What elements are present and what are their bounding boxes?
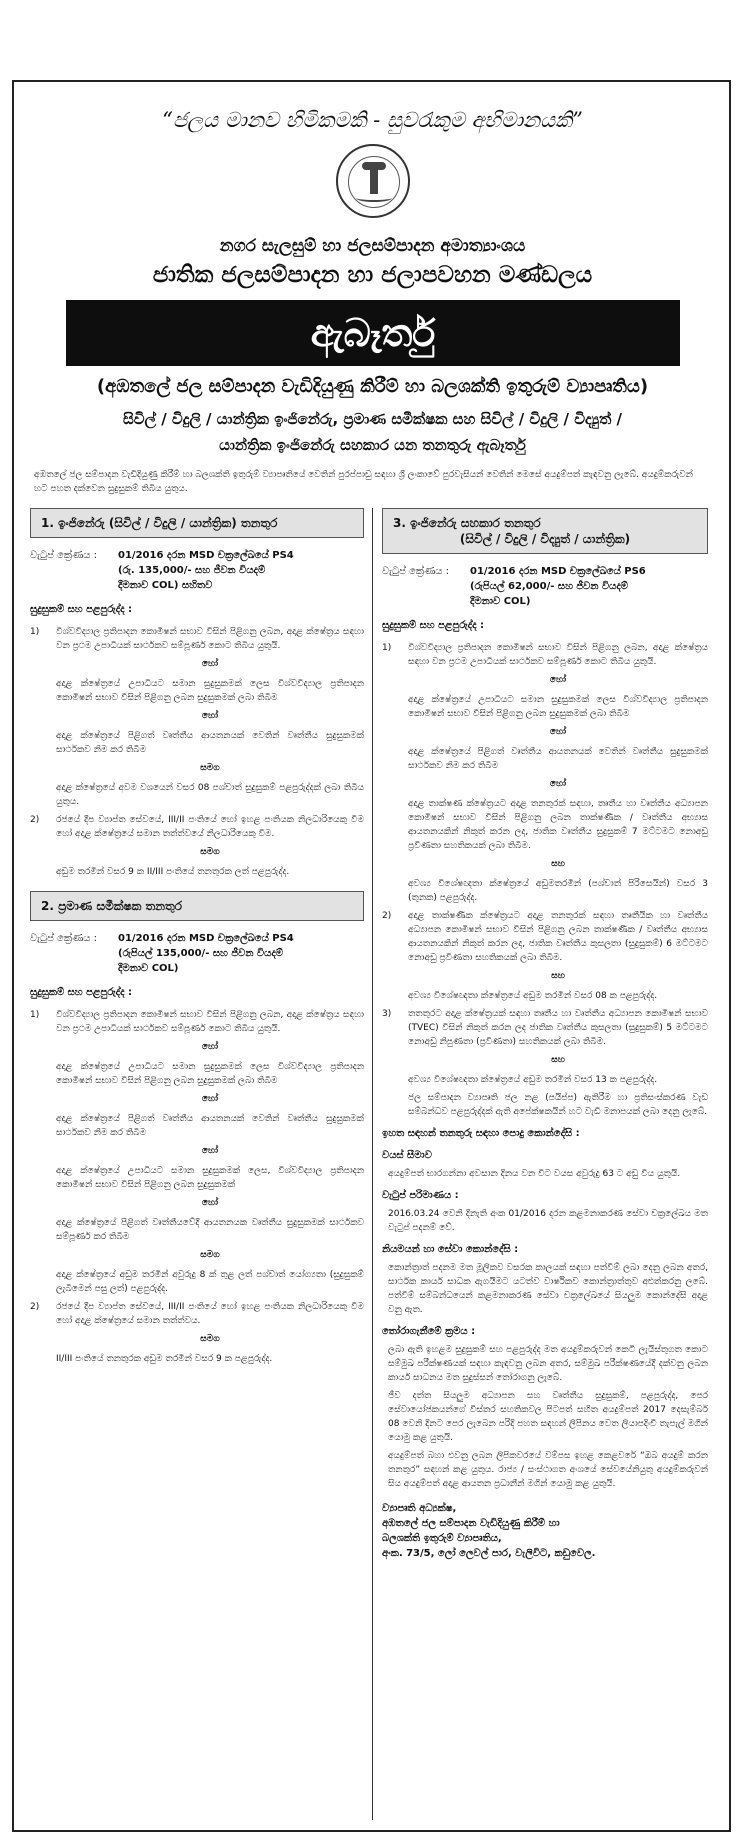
salary-amount: (රු. 135,000/- සහ ජීවන වියදම්	[118, 565, 266, 576]
or-connector: හෝ	[549, 675, 567, 685]
ministry-name: නගර සැලසුම් හා ජලසම්පාදන අමාත්‍යාංශය	[219, 236, 526, 256]
column-divider	[372, 508, 373, 1820]
service-conditions-heading: නියමයන් හා සේවා කොන්දේසි :	[382, 1244, 519, 1255]
posts-line-2: යාන්ත්‍රික ඉංජිනේරු සහකාර යන තනතුරු ඇබෑර්තු	[219, 436, 526, 454]
paragraph: අදාළ ක්ෂේත්‍රයේ උපාධියට සමාන සුදුසුකමක් ලෙස විශ්වවිද්‍යාල ප්‍රතිපාදන කොමිෂන් සභාව විසින් පිළිගනු ලබන සුදුසුකමක් ලබා තිබීම	[408, 695, 708, 719]
paragraph: අදාළ ක්ෂේත්‍රයේ පිළිගත් වෘත්තීයවේදී ආයතනයක වෘත්තීය සුදුසුකමක් සාර්ථකව සම්පූර්ණ කර තිබීම	[56, 1218, 364, 1242]
posts-line-1: සිවිල් / විදුලි / යාන්ත්‍රික ඉංජිනේරු, ප්‍රමාණ සමීක්ෂක සහ සිවිල් / විදුලි / විද්‍යුත් /	[122, 410, 623, 428]
paragraph: අදාළ ක්ෂේත්‍රයේ පිළිගත් වෘත්තීය ආයතනයක් වෙතින් වෘත්තීය සුදුසුකමක් සාර්ථකව නිම කර තිබීම	[56, 731, 364, 755]
salary-scale: 01/2016 දරන MSD චක්‍රලේඛයේ PS4	[118, 550, 294, 561]
selection-text-3: අයදුම්පත් බහා එවනු ලබන ලිපිකවරයේ වම්පස ඉහළ කෙළවරේ “ඔබ අයදුම් කරන තනතුර” සඳහන් කළ යුතුය. රාජ්‍ය / සංස්ථාගත අංශයේ සේවයේනියුතු අයදුම්කරුවන් සිය අයදුම්පත් අදාළ ආයතන ප්‍රධානීන් මගින් යොමු කළ යුතුයි.	[388, 1451, 708, 1489]
section-2-heading: 2. ප්‍රමාණ සමීක්ෂක තනතුර	[30, 891, 364, 921]
paragraph: අදාළ ක්ෂේත්‍රයේ උපාධියට සමාන සුදුසුකමක් ලෙස, විශ්වවිද්‍යාල ප්‍රතිපාදන කොමිෂන් සභාව විසින් පිළිගනු ලබන සුදුසුකමක්	[56, 1166, 364, 1190]
list-item: 2) රජයේ දීප ව්‍යාප්ත සේවයේ, III/II පංතියේ හෝ ඉහළ පංතියක නිලධාරියෙකු වීම හෝ අදාළ ක්ෂේත්‍රයේ සමාන තත්ත්වයේ නිලධාරියෙකු වීම.	[30, 815, 364, 839]
paragraph: අවශ්‍ය විශේෂඥතා ක්ෂේත්‍රයේ අඩුමතරමින් (පශ්චාත් පිරිසෙයින්) වසර 3 (තුනක) පළපුරුද්ද.	[408, 879, 708, 903]
or-connector: හෝ	[201, 1094, 219, 1104]
or-connector: හෝ	[201, 659, 219, 669]
salary-allowance: දීමනාව COL) සහිතව	[118, 580, 213, 591]
list-item: 2) අදාළ තාක්ෂණික ක්ෂේත්‍රයට අදාළ තනතුරක් සඳහා තෘතීයික හා වෘත්තීය අධ්‍යාපන කොමිෂන් සභාව විසින් පිළිගනු ලබන තාක්ෂණික / වෘත්තීය අභ්‍යාස ආයතනයකින් නිකුත් කරන ලද, ජාතික වෘත්තීය කුසලතා (සුදුසුකම්) 6 මට්ටමට නොඅඩු ප්‍රවීණතා සහතිකයක් ලබා තිබීම.	[382, 911, 708, 963]
salary-scale-heading: වැටුප් පරිමාණය :	[382, 1190, 459, 1201]
section-3-title: 3. ඉංජිනේරු සහකාර තනතුර	[393, 516, 541, 530]
list-item: 1) විශ්වවිද්‍යාල ප්‍රතිපාදන කොමිෂන් සභාව විසින් පිළිගනු ලබන, අදාළ ක්ෂේත්‍රය සඳහා වන ප්‍රථම උපාධියක් සාර්ථකව සම්පූර්ණ කොට තිබිය යුතුයි.	[382, 643, 708, 667]
section-3-heading	[382, 508, 708, 554]
salary-amount: (රුපියල් 135,000/- සහ ජීවන වියදම්	[118, 948, 283, 959]
project-name: (අඹතලේ ජල සම්පාදන වැඩිදියුණු කිරීම් හා බලශක්ති ඉතුරුම් ව්‍යාපෘතිය)	[96, 376, 649, 397]
intro-text: අඹතලේ ජල සම්පාදන වැඩිදියුණු කිරීම් හා බලශක්ති ඉතුරුම් ව්‍යාපෘතියේ වෙතින් පුරප්පාඩු සඳහා ශ්‍රී ලංකාවේ පුරවැසියන් වෙතින් මෙසේ අයදුම්පත් කැඳවනු ලැබේ. අයදුම්කරුවන් හට පහත දක්වෙන සුදුසුකම් තිබිය යුතුය.	[34, 470, 693, 494]
or-connector: හෝ	[549, 779, 567, 789]
section-2-salary	[30, 931, 364, 976]
salary-allowance: දීමනාව COL)	[118, 963, 179, 974]
board-logo-icon	[336, 144, 410, 218]
paragraph: අදාළ තාක්ෂණ ක්ෂේත්‍රයට අදාළ තනතුරක් සඳහා, තෘතීය හා වෘත්තීය අධ්‍යාපන කොමිෂන් සභාව විසින් පිළිගනු ලබන තාක්ෂණික / වෘත්තීය අභ්‍යාස ආයතනයකින් නිකුත් කරන ලද, ජාතික වෘත්තීය සුදුසුකම් 7 මට්ටමට නොඅඩු ප්‍රවීණතා සහතිකයක් ලබා තිබීම.	[408, 799, 708, 851]
section-3-subtitle: (සිවිල් / විදුලි / විද්‍යුත් / යාන්ත්‍රික)	[459, 532, 631, 546]
paragraph: අදාළ ක්ෂේත්‍රයේ උපාධියට සමාන සුදුසුකමක් ලෙස විශ්වවිද්‍යාල ප්‍රතිපාදන කොමිෂන් සභාව විසින් පිළිගනු ලබන සුදුසුකමක් ලබා තිබීම	[56, 679, 364, 703]
paragraph: II/III පංතියේ තනතුරක අඩුම තරමින් වසර 9 ක පළපුරුද්ද.	[56, 1354, 273, 1364]
salary-label: වැටුප් ක්‍රේණය :	[382, 566, 450, 577]
age-limit-text: අයදුම්පත් භාරගන්නා අවසාන දිනය වන විට වයස අවුරුදු 63 ට අඩු විය යුතුයි.	[388, 1169, 681, 1179]
selection-text-2: ජීව දත්ත සියලුම අධ්‍යාපන සහ වෘත්තීය සුදුසුකම්, පළපුරුද්ද, පෙර සේවායෝජකයන්ගේ විස්තර සහතිකවල පිටපත් සහිත අයදුම්පත් 2017 දෙසැම්බර් 08 වෙනි දිනට පෙර ලැබෙන පරිදි පහත සඳහන් ලිපිනය වෙත ලියාපදිංචි තැපැල් මගින් යොමු කළ යුතුයි.	[388, 1391, 708, 1443]
address-line: අඹතලේ ජල සම්පාදන වැඩිදියුණු කිරීම් හා	[382, 1518, 560, 1529]
address-line: අංක. 73/5, ලෝ ලෙවල් පාර, වැලිවිට, කඩුවෙල.	[382, 1548, 596, 1559]
and-connector: සහ	[551, 859, 565, 869]
section-3-qual-heading: සුදුසුකම් සහ පළපුරුද්ද :	[382, 620, 485, 631]
paragraph: අදාළ ක්ෂේත්‍රයේ උපාධියට සමාන සුදුසුකමක් ලෙස විශ්වවිද්‍යාල ප්‍රතිපාදන කොමිෂන් සභාව විසින් පිළිගනු ලබන සුදුසුකමක් ලබා තිබීම	[56, 1062, 364, 1086]
section-3-salary	[382, 564, 708, 609]
or-connector: හෝ	[201, 1042, 219, 1052]
section-1-qual-heading: සුදුසුකම් සහ පළපුරුද්ද :	[30, 604, 133, 615]
paragraph: අදාළ ක්ෂේත්‍රයේ පිළිගත් වෘත්තීය ආයතනයක් වෙතින් වෘත්තීය සුදුසුකමක් සාර්ථකව නිම කර තිබීම	[408, 747, 708, 771]
service-conditions-text: කොන්ත්‍රාත් පදනම මත මූලිකව වසරක කාලයක් සඳහා පත්වීම් ලබා දෙනු ලබන අතර, සාර්ථක කාර්ය සාධක ඇගයීමට යටත්ව වාර්ෂිකව කොන්ත්‍රාත්තුව අළුත්කරනු ලබේ. පත්වීම් සම්බන්ධයෙන් කළමනාකරණ සේවා චක්‍රලේඛයේ සියලුම කොන්දේසි අදාළ වනු ඇත.	[388, 1263, 708, 1315]
salary-amount: (රුපියල් 62,000/- සහ ජීවන වියදම්	[470, 581, 628, 592]
salary-scale-text: 2016.03.24 වෙනි දිනැති අංක 01/2016 දරන කළමනාකරණ සේවා චක්‍රලේඛය මත වැටුප් පදනම් වේ.	[388, 1209, 708, 1233]
left-column	[30, 508, 364, 1370]
salary-scale: 01/2016 දරන MSD චක්‍රලේඛයේ PS6	[470, 566, 646, 577]
slogan: “ජලය මානව හිමිකමකි - සුවරැකුම අභිමානයකි”	[162, 108, 583, 132]
paragraph: අදාළ ක්ෂේත්‍රයේ අවම වශයෙන් වසර 08 පශ්චාත් සුදුසුකම් පළපුරුද්දක් ලබා තිබිය යුතුය.	[56, 783, 364, 807]
address-line: ව්‍යාපෘති අධ්‍යක්ෂ,	[382, 1503, 457, 1514]
preference-note: ජල සම්පාදන ව්‍යාපෘති ජල නළ (පයිප්ප) ඇතිරීම හා ප්‍රතිසංස්කරණ වැඩ සම්බන්ධව පළපුරුද්දක් ඇති අපේක්ෂකයින් හට වැඩි මනාපයක් ලබා දෙනු ලැබේ.	[408, 1093, 708, 1117]
paragraph: අඩුම තරමින් වසර 9 ක II/III පංතියේ තනතුරක ලත් පළපුරුද්ද.	[56, 867, 290, 877]
paragraph: අවශ්‍ය විශේෂඥතා ක්ෂේත්‍රයේ අඩුම තරමින් වසර 08 ක පළපුරුද්ද.	[408, 991, 658, 1001]
and-connector: සමග	[200, 847, 220, 857]
selection-text-1: ලබා ඇති ඉහළම සුදුසුකම් සහ පළපුරුද්ද මත අයදුම්කරුවන් කෙටි ලැයිස්තුගත කොට සම්මුඛ පරීක්ෂණයක් සඳහා කැඳවනු ලබන අතර, සම්මුඛ පරීක්ෂණයේදී දක්වනු ලබන කාර්ය සාධනය මත සුදුස්සන් තෝරාගනු ලැබේ.	[388, 1345, 708, 1383]
list-item: 2) රජයේ දීප ව්‍යාප්ත සේවයේ, III/II පංතියේ හෝ ඉහළ පංතියක නිලධාරියෙකු වීම හෝ අදාළ ක්ෂේත්‍රයේ සමාන තත්ත්වය.	[30, 1302, 364, 1326]
list-item: 1) විශ්වවිද්‍යාල ප්‍රතිපාදන කොමිෂන් සභාව විසින් පිළිගනු ලබන, අදාළ ක්ෂේත්‍රය සඳහා වන ප්‍රථම උපාධියක් සාර්ථකව සම්පූර්ණ කොට තිබිය යුතුයි.	[30, 627, 364, 651]
or-connector: හෝ	[201, 1146, 219, 1156]
section-2-qual-heading: සුදුසුකම් සහ පළපුරුද්ද :	[30, 987, 133, 998]
or-connector: හෝ	[201, 1198, 219, 1208]
or-connector: හෝ	[549, 727, 567, 737]
salary-label: වැටුප් ක්‍රේණය :	[30, 550, 98, 561]
address-line: බලශක්ති ඉතුරුම් ව්‍යාපෘතිය,	[382, 1533, 502, 1544]
list-item: 1) විශ්වවිද්‍යාල ප්‍රතිපාදන කොමිෂන් සභාව විසින් පිළිගනු ලබන, අදාළ ක්ෂේත්‍රය සඳහා වන ප්‍රථම උපාධියක් සාර්ථකව සම්පූර්ණ කොට තිබිය යුතුයි.	[30, 1010, 364, 1034]
general-conditions-heading: ඉහත සඳහන් තනතුරු සඳහා පොදු කොන්දේසි :	[382, 1128, 580, 1139]
vacancies-banner: ඇබෑර්තු	[66, 300, 680, 366]
board-name: ජාතික ජලසම්පාදන හා ජලාපවහන මණ්ඩලය	[152, 262, 593, 288]
age-limit-heading: වයස් සීමාව	[382, 1150, 432, 1161]
section-1-salary	[30, 548, 364, 593]
and-connector: සමග	[200, 1334, 220, 1344]
and-connector: සහ	[551, 1055, 565, 1065]
salary-label: වැටුප් ක්‍රේණය :	[30, 933, 98, 944]
paragraph: අදාළ ක්ෂේත්‍රයේ පිළිගත් වෘත්තීය ආයතනයක් වෙතින් වෘත්තීය සුදුසුකමක් සාර්ථකව නිම කර තිබීම	[56, 1114, 364, 1138]
and-connector: සමග	[200, 1250, 220, 1260]
or-connector: හෝ	[201, 711, 219, 721]
postal-address	[382, 1501, 708, 1561]
list-item: 3) තතතුරට අදාළ ක්ෂේත්‍රයක් සඳහා තෘතීය හා වෘත්තීය අධ්‍යාපන කොමිෂන් සභාව (TVEC) විසින් නිකුත් කරන ලද ජාතික වෘත්තීය කුසලතා (සුදුසුකම්) 5 මට්ටමට නොඅඩු නිපුණතා (ප්‍රවීණතා) සහතිකයක් ලබා තිබීම.	[382, 1009, 708, 1047]
salary-allowance: දීමනාව COL)	[470, 596, 531, 607]
and-connector: සමග	[200, 763, 220, 773]
paragraph: අදාළ ක්ෂේත්‍රයේ අඩුම තරමින් අවුරුදු 8 ක් තුළ ලත් පශ්චාත් යෝග්‍යතා (සුදුසුකම් ලැබීමෙන් පසු ලත්) පළපුරුද්ද.	[56, 1270, 364, 1294]
section-1-heading: 1. ඉංජිනේරු (සිවිල් / විදුලි / යාන්ත්‍රික) තනතුර	[30, 508, 364, 538]
salary-scale: 01/2016 දරන MSD චක්‍රලේඛයේ PS4	[118, 933, 294, 944]
paragraph: අවශ්‍ය විශේෂඥතා ක්ෂේත්‍රයේ අඩුම තරමින් වසර 13 ක පළපුරුද්ද.	[408, 1075, 658, 1085]
selection-method-heading: තෝරාගැනීමේ ක්‍රමය :	[382, 1326, 476, 1337]
right-column	[382, 508, 708, 1561]
and-connector: සහ	[551, 971, 565, 981]
